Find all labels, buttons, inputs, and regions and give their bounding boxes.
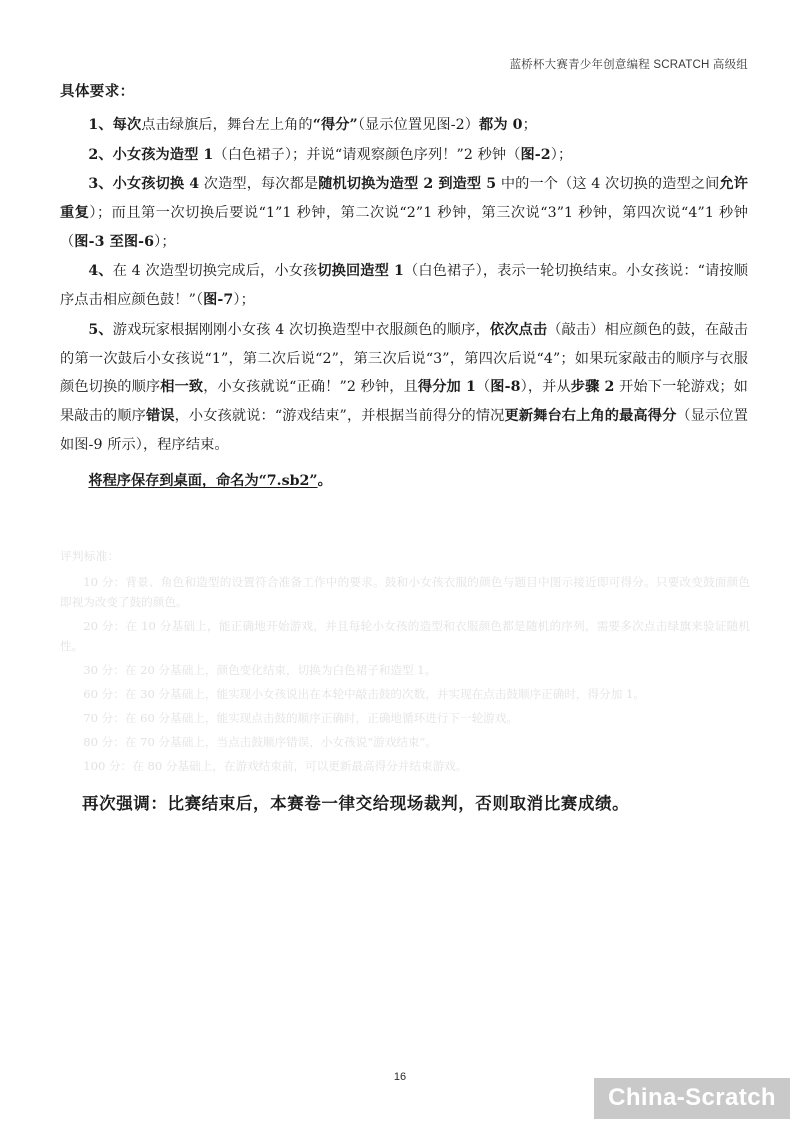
- requirement-emphasis: 步骤 2: [570, 379, 615, 396]
- requirement-text: ，表示一轮切换结束。小女孩说：“请按顺序点击相应颜色鼓！”（: [60, 263, 748, 309]
- requirement-emphasis: 小女孩为造型 1: [112, 146, 214, 163]
- requirement-text: ）；而且第一次切换后要说“1”1 秒钟，第二次说“2”1 秒钟，第三次说“3”1 秒钟，第四次说“4”1 秒钟（: [60, 205, 748, 250]
- requirement-text: （敲击）相应颜色的鼓，在敲击的第一次鼓后小女孩说“1”，第二次后说“2”，第三次后说“3”，第四次后说“4”；如果玩家敲击的顺序与衣服颜色切换的顺序: [60, 321, 748, 396]
- grading-criteria-title: 评判标准：: [60, 549, 120, 563]
- requirement-emphasis: 图-2: [520, 146, 551, 163]
- requirement-item: [60, 170, 748, 256]
- save-instruction-tail: 。: [317, 473, 332, 490]
- grading-criteria-row: 80 分：在 70 分基础上，当点击鼓顺序错误，小女孩说“游戏结束”。: [83, 734, 438, 749]
- requirement-text: 开始下一轮游戏；如果敲击的顺序: [60, 379, 748, 424]
- requirement-emphasis: 相一致: [160, 379, 204, 396]
- grading-criteria-row: 100 分：在 80 分基础上，在游戏结束前，可以更新最高得分并结束游戏。: [83, 758, 468, 773]
- requirement-text: ）；: [154, 233, 176, 250]
- requirement-emphasis: 都为 0: [479, 117, 523, 133]
- requirement-text: ，小女孩就说“正确！”2 秒钟，且: [203, 379, 418, 396]
- requirement-text: ），并从: [520, 379, 571, 396]
- grading-criteria-section: [60, 548, 750, 780]
- requirement-number: 2、: [88, 146, 113, 163]
- requirement-emphasis: 图-7: [203, 292, 234, 309]
- requirements-list: [60, 111, 748, 459]
- requirement-text: （显示位置见图-2）: [357, 117, 480, 133]
- requirement-item: [60, 111, 748, 140]
- save-instruction: [60, 467, 748, 496]
- requirement-number: 1、: [88, 117, 113, 133]
- grading-criteria-row: 10 分：背景、角色和造型的设置符合准备工作中的要求。鼓和小女孩衣服的颜色与题目中图示接近即可得分。只要改变鼓面颜色即视为改变了鼓的颜色。: [60, 575, 750, 609]
- running-header: 蓝桥杯大赛青少年创意编程 SCRATCH 高级组: [509, 59, 748, 71]
- grading-criteria-row: 20 分：在 10 分基础上，能正确地开始游戏，并且每轮小女孩的造型和衣服颜色都是随机的序列，需要多次点击绿旗来验证随机性。: [60, 618, 750, 653]
- watermark-china-scratch: China-Scratch: [594, 1078, 790, 1119]
- requirement-text: （白色裙子）；并说“请观察颜色序列！”2 秒钟（: [213, 146, 521, 163]
- grading-criteria-row: 70 分：在 60 分基础上，能实现点击鼓的顺序正确时，正确地循环进行下一轮游戏。: [83, 710, 518, 725]
- requirement-emphasis: “得分”: [312, 117, 358, 133]
- requirement-emphasis: 允许重复: [60, 176, 749, 222]
- requirement-text: （显示位置如图-9 所示），程序结束。: [60, 407, 748, 453]
- requirement-text: ；: [522, 117, 537, 133]
- requirement-emphasis: 随机切换为造型 2 到造型 5: [318, 176, 497, 193]
- final-emphasis-note: 再次强调：比赛结束后，本赛卷一律交给现场裁判，否则取消比赛成绩。: [82, 794, 630, 813]
- requirement-emphasis: 每次: [112, 117, 142, 133]
- requirement-emphasis: 图-8: [490, 379, 521, 396]
- requirement-emphasis: 小女孩切换 4: [112, 176, 200, 193]
- requirement-emphasis: 错误: [145, 407, 175, 424]
- requirement-emphasis: 切换回造型 1: [317, 263, 404, 280]
- requirement-text: ）；: [233, 292, 255, 309]
- requirements-section: [60, 80, 748, 496]
- section-title: 具体要求：: [60, 83, 135, 100]
- requirement-item: [60, 141, 748, 170]
- requirement-emphasis: 更新舞台右上角的最高得分: [504, 407, 677, 424]
- requirement-item: [60, 316, 748, 459]
- requirement-text: ）；: [550, 146, 573, 163]
- requirement-number: 3、: [88, 176, 113, 193]
- requirement-number: 5、: [88, 321, 113, 338]
- requirement-text: ，小女孩就说：“游戏结束”，并根据当前得分的情况: [174, 407, 505, 424]
- save-instruction-text: 将程序保存到桌面，命名为“7.sb2”: [88, 473, 318, 490]
- grading-criteria-row: 30 分：在 20 分基础上，颜色变化结束，切换为白色裙子和造型 1。: [83, 662, 437, 677]
- requirement-emphasis: 得分加 1: [417, 379, 476, 396]
- requirement-text: 中的一个（这 4 次切换的造型之间: [496, 176, 720, 193]
- page-number: 16: [393, 1071, 407, 1083]
- requirement-number: 4、: [88, 263, 113, 280]
- requirement-text: 游戏玩家根据刚刚小女孩 4 次切换造型中衣服颜色的顺序，: [112, 321, 490, 338]
- grading-criteria-row: 60 分：在 30 分基础上，能实现小女孩说出在本轮中敲击鼓的次数，并实现在点击鼓顺序正确时，得分加 1。: [83, 686, 645, 701]
- requirement-text: （白色裙子）: [403, 263, 483, 280]
- requirement-item: [60, 257, 748, 314]
- requirement-emphasis: 图-3 至图-6: [74, 233, 155, 250]
- requirement-text: （: [475, 379, 491, 396]
- grading-criteria-list: [60, 573, 750, 776]
- requirement-text: 在 4 次造型切换完成后，小女孩: [112, 263, 318, 280]
- requirement-emphasis: 依次点击: [489, 321, 548, 338]
- requirement-text: 点击绿旗后，舞台左上角的: [141, 117, 313, 133]
- requirement-text: 次造型，每次都是: [199, 176, 319, 193]
